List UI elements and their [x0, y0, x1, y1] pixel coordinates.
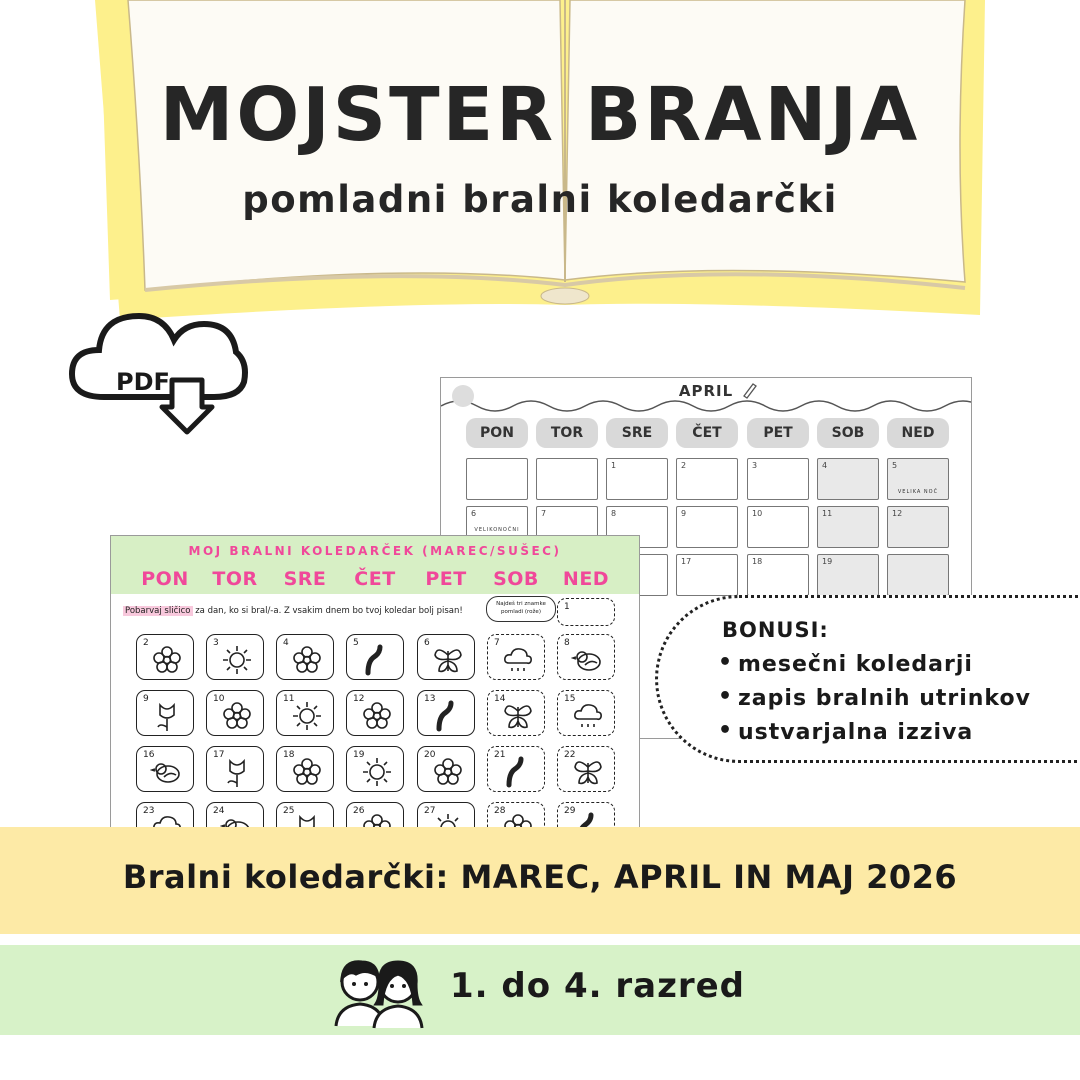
march-day-number: 4 [283, 638, 289, 648]
march-day-number: 22 [564, 750, 576, 760]
april-note: VELIKONOČNI [474, 527, 520, 533]
march-day-header: SOB [493, 568, 539, 590]
march-day-cell [206, 746, 264, 792]
march-day-header: TOR [212, 568, 258, 590]
april-day-header: SRE [606, 418, 668, 448]
flower-icon [290, 755, 324, 789]
pdf-download-badge [64, 302, 254, 442]
butterfly-icon [431, 643, 465, 677]
april-day-cell [676, 554, 738, 596]
worm-icon [360, 643, 394, 677]
march-day-cell [557, 746, 615, 792]
march-day-cell [417, 690, 475, 736]
cloud-icon [571, 699, 605, 733]
april-day-number: 18 [752, 557, 763, 566]
april-day-cell [747, 458, 809, 500]
march-day-cell [276, 690, 334, 736]
march-day-cell [206, 690, 264, 736]
april-day-cell [536, 458, 598, 500]
march-day-number: 9 [143, 694, 149, 704]
march-day-cell [487, 690, 545, 736]
march-day-number: 7 [494, 638, 500, 648]
march-day-header: ČET [354, 568, 396, 590]
cloud-download-icon [64, 302, 254, 442]
march-day-cell [557, 634, 615, 680]
april-day-number: 11 [822, 509, 833, 518]
flower-icon [431, 755, 465, 789]
page-title: MOJSTER BRANJA [159, 72, 921, 158]
april-day-number: 8 [611, 509, 617, 518]
march-day-number: 27 [424, 806, 436, 816]
april-day-number: 12 [892, 509, 903, 518]
march-day-number: 14 [494, 694, 506, 704]
april-day-number: 2 [681, 461, 687, 470]
march-day-cell [417, 634, 475, 680]
march-day-number: 12 [353, 694, 365, 704]
april-day-cell [466, 458, 528, 500]
grades-band-text: 1. do 4. razred [450, 966, 746, 1006]
march-day-header: NED [562, 568, 610, 590]
march-day-cell [136, 746, 194, 792]
page-subtitle: pomladni bralni koledarčki [242, 178, 838, 221]
april-day-cell [817, 554, 879, 596]
april-day-header: SOB [817, 418, 879, 448]
march-day-number: 2 [143, 638, 149, 648]
march-day-cell [136, 634, 194, 680]
march-day-cell [276, 634, 334, 680]
april-day-cell [887, 458, 949, 500]
instruction-text: za dan, ko si bral/-a. Z vsakim dnem bo tvoj koledar bolj pisan! [192, 606, 463, 616]
march-day-number: 8 [564, 638, 570, 648]
april-day-header: ČET [676, 418, 738, 448]
march-calendar-sheet [110, 535, 640, 837]
march-day-cell [417, 746, 475, 792]
march-day-cell [557, 690, 615, 736]
march-day-number: 21 [494, 750, 506, 760]
tulip-icon [150, 699, 184, 733]
april-day-cell [747, 506, 809, 548]
flower-icon [220, 699, 254, 733]
april-day-header: PON [466, 418, 528, 448]
tulip-icon [220, 755, 254, 789]
march-day-number: 28 [494, 806, 506, 816]
bonus-item: • zapis bralnih utrinkov [738, 686, 1031, 711]
march-day-number: 5 [353, 638, 359, 648]
bonus-item: • mesečni koledarji [738, 652, 973, 677]
april-day-number: 6 [471, 509, 477, 518]
april-day-cell [817, 458, 879, 500]
april-day-number: 5 [892, 461, 898, 470]
kids-icon [330, 948, 430, 1030]
sun-icon [290, 699, 324, 733]
bird-icon [150, 755, 184, 789]
april-day-number: 4 [822, 461, 828, 470]
march-day-number: 23 [143, 806, 155, 816]
april-day-cell [747, 554, 809, 596]
april-day-number: 17 [681, 557, 692, 566]
april-title: APRIL [678, 382, 734, 400]
march-day-number: 6 [424, 638, 430, 648]
butterfly-icon [571, 755, 605, 789]
worm-icon [431, 699, 465, 733]
march-day-cell [487, 746, 545, 792]
march-day-number: 10 [213, 694, 225, 704]
april-day-number: 3 [752, 461, 758, 470]
march-day-number: 20 [424, 750, 436, 760]
flower-icon [290, 643, 324, 677]
sun-icon [220, 643, 254, 677]
april-note: VELIKA NOČ [897, 489, 939, 495]
march-day-number: 15 [564, 694, 576, 704]
march-day-number: 17 [213, 750, 225, 760]
march-day-number: 26 [353, 806, 365, 816]
april-day-cell [887, 554, 949, 596]
april-day-number: 7 [541, 509, 547, 518]
bird-icon [571, 643, 605, 677]
april-day-number: 9 [681, 509, 687, 518]
march-day-number: 25 [283, 806, 295, 816]
march-day-cell [276, 746, 334, 792]
april-day-number: 1 [611, 461, 617, 470]
sun-icon [360, 755, 394, 789]
april-day-cell [887, 506, 949, 548]
instruction-highlight: Pobarvaj sličico [125, 606, 191, 616]
march-day-header: PET [425, 568, 467, 590]
butterfly-icon [501, 699, 535, 733]
april-day-cell [606, 458, 668, 500]
march-day-header: SRE [283, 568, 327, 590]
march-day-number: 18 [283, 750, 295, 760]
march-day-number: 19 [353, 750, 365, 760]
march-day-cell [346, 746, 404, 792]
april-day-header: TOR [536, 418, 598, 448]
april-day-cell [676, 506, 738, 548]
march-day-cell [136, 690, 194, 736]
april-day-cell [817, 506, 879, 548]
speech-bubble: Najdeš tri znamke pomladi (rože) [486, 596, 556, 622]
march-day-number: 11 [283, 694, 295, 704]
calendars-band-text: Bralni koledarčki: MAREC, APRIL IN MAJ 2026 [122, 858, 958, 896]
march-day-number: 16 [143, 750, 155, 760]
march-day-number: 3 [213, 638, 219, 648]
march-day-cell [487, 634, 545, 680]
april-day-header: NED [887, 418, 949, 448]
cloud-icon [501, 643, 535, 677]
bonus-item: • ustvarjalna izziva [738, 720, 973, 745]
april-day-number: 10 [752, 509, 763, 518]
march-day-header: PON [141, 568, 189, 590]
flower-icon [360, 699, 394, 733]
bonus-title: BONUSI: [722, 618, 829, 642]
flower-icon [150, 643, 184, 677]
march-day-cell [206, 634, 264, 680]
pdf-label: PDF [116, 368, 170, 396]
march-instruction [123, 606, 493, 616]
open-book-illustration [0, 0, 1080, 330]
april-day-number: 19 [822, 557, 833, 566]
march-day-number: 24 [213, 806, 225, 816]
march-day-cell [557, 598, 615, 626]
march-day-number: 29 [564, 806, 576, 816]
march-day-number: 1 [564, 602, 570, 612]
march-day-number: 13 [424, 694, 436, 704]
bonus-box [655, 595, 1080, 763]
march-title: MOJ BRALNI KOLEDARČEK (MAREC/SUŠEC) [188, 544, 562, 558]
march-day-cell [346, 634, 404, 680]
april-day-cell [676, 458, 738, 500]
april-day-header: PET [747, 418, 809, 448]
march-day-cell [346, 690, 404, 736]
worm-icon [501, 755, 535, 789]
pencil-icon [741, 381, 757, 399]
